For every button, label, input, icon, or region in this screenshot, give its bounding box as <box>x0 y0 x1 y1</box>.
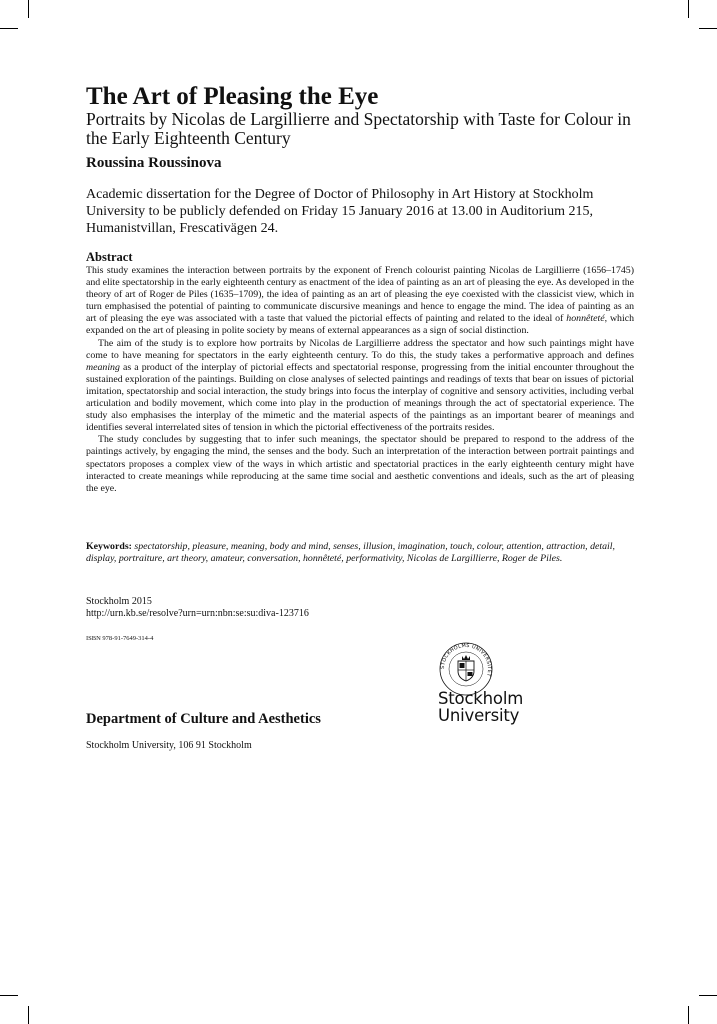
abstract-heading: Abstract <box>86 250 133 264</box>
keywords-label: Keywords: <box>86 541 132 552</box>
logo-wordmark-line-1: Stockholm <box>438 689 524 708</box>
crop-mark-top-left <box>28 0 29 18</box>
logo-wordmark-line-2: University <box>438 706 520 725</box>
department-name: Department of Culture and Aesthetics <box>86 711 321 727</box>
publication-place-year: Stockholm 2015 <box>86 596 152 607</box>
page-title: The Art of Pleasing the Eye <box>86 83 379 110</box>
keywords <box>86 541 634 565</box>
crop-mark-bottom-left <box>28 1006 29 1024</box>
stockholm-university-logo <box>438 641 528 727</box>
abstract-paragraph-2: The aim of the study is to explore how portraits by Nicolas de Largillierre address the spectator and how such paintings might have come to have meaning for spectators in the early eighteenth century. To do this, the study takes a performative approach and defines meaning as a product of the interplay of pictorial effects and spectatorial response, progressing from the initial encounter throughout the sustained exploration of the paintings. Building on close analyses of selected paintings and readings of texts that bear on issues of pictorial imitation, spectatorship and social interaction, the study brings into focus the interplay of cognitive and sensory activities, including verbal articulation and bodily movement, which come into play in the production of meanings through the act of spectatorial experience. The study also emphasises the interplay of the mimetic and the material aspects of the paintings as an important bearer of meanings and identifies several interrelated sites of tension in which the pictorial effectiveness of the portraits resides. <box>86 337 634 434</box>
university-address: Stockholm University, 106 91 Stockholm <box>86 740 252 751</box>
crop-mark-left-bottom <box>0 995 18 996</box>
crop-mark-top-right <box>688 0 689 18</box>
publication-isbn: ISBN 978-91-7649-314-4 <box>86 635 154 642</box>
keywords-list: spectatorship, pleasure, meaning, body and mind, senses, illusion, imagination, touch, colour, attention, attraction, detail, display, portraiture, art theory, amateur, conversation, honnêteté, performativity, Nicolas de Largillierre, Roger de Piles. <box>86 541 615 565</box>
dissertation-statement: Academic dissertation for the Degree of Doctor of Philosophy in Art History at Stockholm University to be publicly defended on Friday 15 January 2016 at 13.00 in Auditorium 215, Humanistvillan, Frescativägen 24. <box>86 187 594 236</box>
abstract-paragraph-3: The study concludes by suggesting that to infer such meanings, the spectator should be prepared to respond to the address of the paintings actively, by engaging the mind, the senses and the body. Such an interpretation of the interaction between portrait paintings and spectators proposes a complex view of the ways in which artistic and spectatorial practices in the early eighteenth century might have interacted to create meanings while reproducing at the same time social and aesthetic conventions and ideals, such as the art of pleasing the eye. <box>86 434 634 494</box>
abstract-body <box>86 265 634 495</box>
abstract-paragraph-1: This study examines the interaction between portraits by the exponent of French colourist painting Nicolas de Largillierre (1656–1745) and elite spectatorship in the early eighteenth century as enactment of the idea of painting as an art of pleasing the eye. As developed in the theory of art of Roger de Piles (1635–1709), the idea of painting as an art of pleasing the eye coexisted with the classicist view, which in turn emphasised the potential of painting to communicate discursive meanings and hence to engage the mind. The idea of painting as an art of pleasing the eye was associated with a taste that valued the pictorial effects of painting and related to the ideal of honnêteté, which expanded on the art of pleasing in polite society by means of external appearances as a sign of social distinction. <box>86 265 635 337</box>
crop-mark-right-top <box>699 28 717 29</box>
svg-text:STOCKHOLMS UNIVERSITET: STOCKHOLMS UNIVERSITET <box>439 642 493 678</box>
page-subtitle: Portraits by Nicolas de Largillierre and Spectatorship with Taste for Colour in the Early Eighteenth Century <box>86 109 631 148</box>
crop-mark-left-top <box>0 28 18 29</box>
crop-mark-bottom-right <box>688 1006 689 1024</box>
crop-mark-right-bottom <box>699 995 717 996</box>
author-name: Roussina Roussinova <box>86 155 222 171</box>
publication-urn: http://urn.kb.se/resolve?urn=urn:nbn:se:su:diva-123716 <box>86 608 309 619</box>
